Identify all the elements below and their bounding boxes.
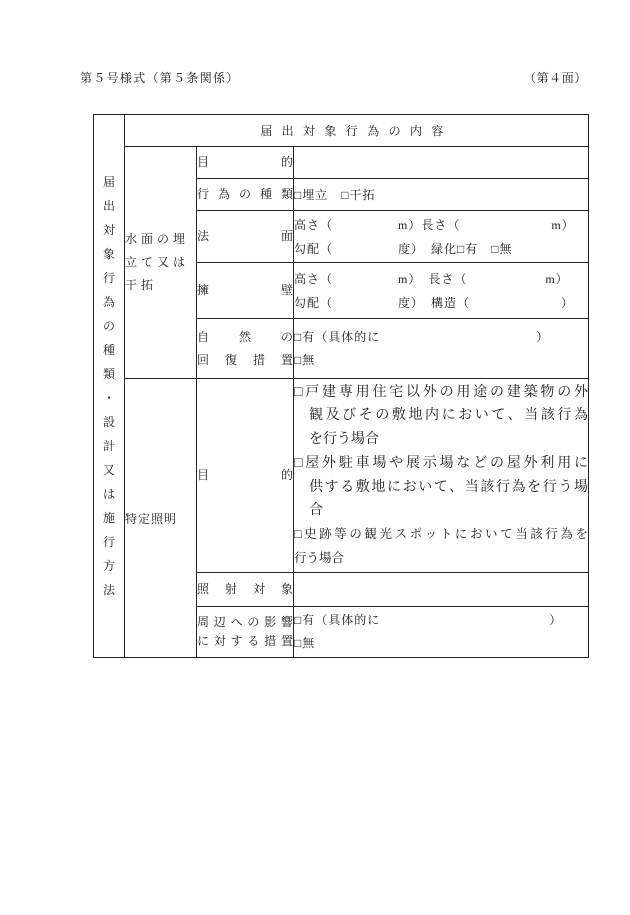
restoration-yes-option: □有（具体的に ） — [294, 329, 550, 344]
restoration-value-cell — [294, 319, 589, 379]
act-type-label: 行為の種類 — [197, 187, 293, 201]
landfill-purpose-label-cell — [197, 147, 294, 179]
lighting-purpose-option-line: 行う場合 — [294, 550, 345, 565]
lighting-purpose-option-line: □史跡等の観光スポットにおいて当該行為を — [294, 527, 589, 541]
table-title-cell — [125, 115, 589, 147]
restoration-label-line: 自然の — [197, 329, 293, 344]
landfill-category-cell — [125, 147, 197, 379]
lighting-purpose-label: 目的 — [197, 468, 293, 482]
landfill-purpose-row — [94, 147, 589, 179]
landfill-purpose-value-cell — [294, 147, 589, 179]
slope-label: 法面 — [197, 229, 293, 243]
lighting-purpose-option-line: を行う場合 — [309, 432, 379, 447]
lighting-purpose-label-cell — [197, 379, 294, 573]
slope-label-cell — [197, 211, 294, 263]
retaining-wall-label-cell — [197, 263, 294, 319]
restoration-label-line: 回復措置 — [197, 352, 293, 367]
side-label-cell — [94, 115, 125, 658]
lighting-target-label-cell — [197, 573, 294, 607]
lighting-purpose-option-line: □屋外駐車場や展示場などの屋外利用に — [294, 455, 589, 471]
act-type-options: □埋立 □干拓 — [294, 187, 376, 202]
slope-value-cell — [294, 211, 589, 263]
lighting-purpose-value-cell — [294, 379, 589, 573]
mitigation-no-option: □無 — [294, 636, 316, 650]
retaining-wall-label: 擁壁 — [197, 283, 293, 297]
act-type-value-cell — [294, 179, 589, 211]
landfill-category-line: 水面の埋 — [125, 232, 190, 246]
lighting-category-cell — [125, 379, 197, 658]
mitigation-yes-option: □有（具体的に ） — [294, 613, 563, 627]
lighting-target-label: 照射対象 — [197, 582, 293, 596]
lighting-target-value-cell — [294, 573, 589, 607]
act-type-label-cell — [197, 179, 294, 211]
landfill-category-line: 立て又は — [125, 255, 190, 269]
landfill-purpose-label: 目的 — [197, 155, 293, 169]
side-label: 届出対象行為の種類・設計又は施行方法 — [102, 175, 115, 597]
table-title: 届出対象行為の内容 — [260, 124, 453, 138]
slope-gradient-line: 勾配（ 度） 緑化□有 □無 — [294, 241, 513, 256]
retaining-wall-size-line: 高さ（ m） 長さ（ m） — [294, 271, 569, 286]
lighting-purpose-row — [94, 379, 589, 573]
retaining-wall-value-cell — [294, 263, 589, 319]
lighting-purpose-option-line: □戸建専用住宅以外の用途の建築物の外 — [294, 384, 589, 400]
retaining-wall-structure-line: 勾配（ 度） 構造（ ） — [294, 295, 575, 310]
lighting-purpose-option-line: 合 — [309, 503, 323, 519]
restoration-no-option: □無 — [294, 352, 316, 367]
lighting-category-label: 特定照明 — [125, 511, 178, 526]
form-number: 第５号様式（第５条関係） — [80, 71, 240, 85]
mitigation-label-cell — [197, 607, 294, 658]
notification-content-table — [93, 114, 589, 658]
page-number: （第４面） — [523, 71, 587, 85]
slope-size-line: 高さ（ m）長さ（ m） — [294, 217, 575, 232]
mitigation-label-line: に対する措置 — [197, 634, 293, 648]
lighting-purpose-option-line: 供する敷地において、当該行為を行う場 — [309, 479, 589, 495]
lighting-purpose-option-line: 観及びその敷地内において、当該行為 — [309, 408, 589, 424]
restoration-label-cell — [197, 319, 294, 379]
mitigation-value-cell — [294, 607, 589, 658]
title-row — [94, 115, 589, 147]
landfill-category-line: 干拓 — [125, 278, 158, 292]
mitigation-label-line: 周辺への影響 — [197, 615, 293, 629]
